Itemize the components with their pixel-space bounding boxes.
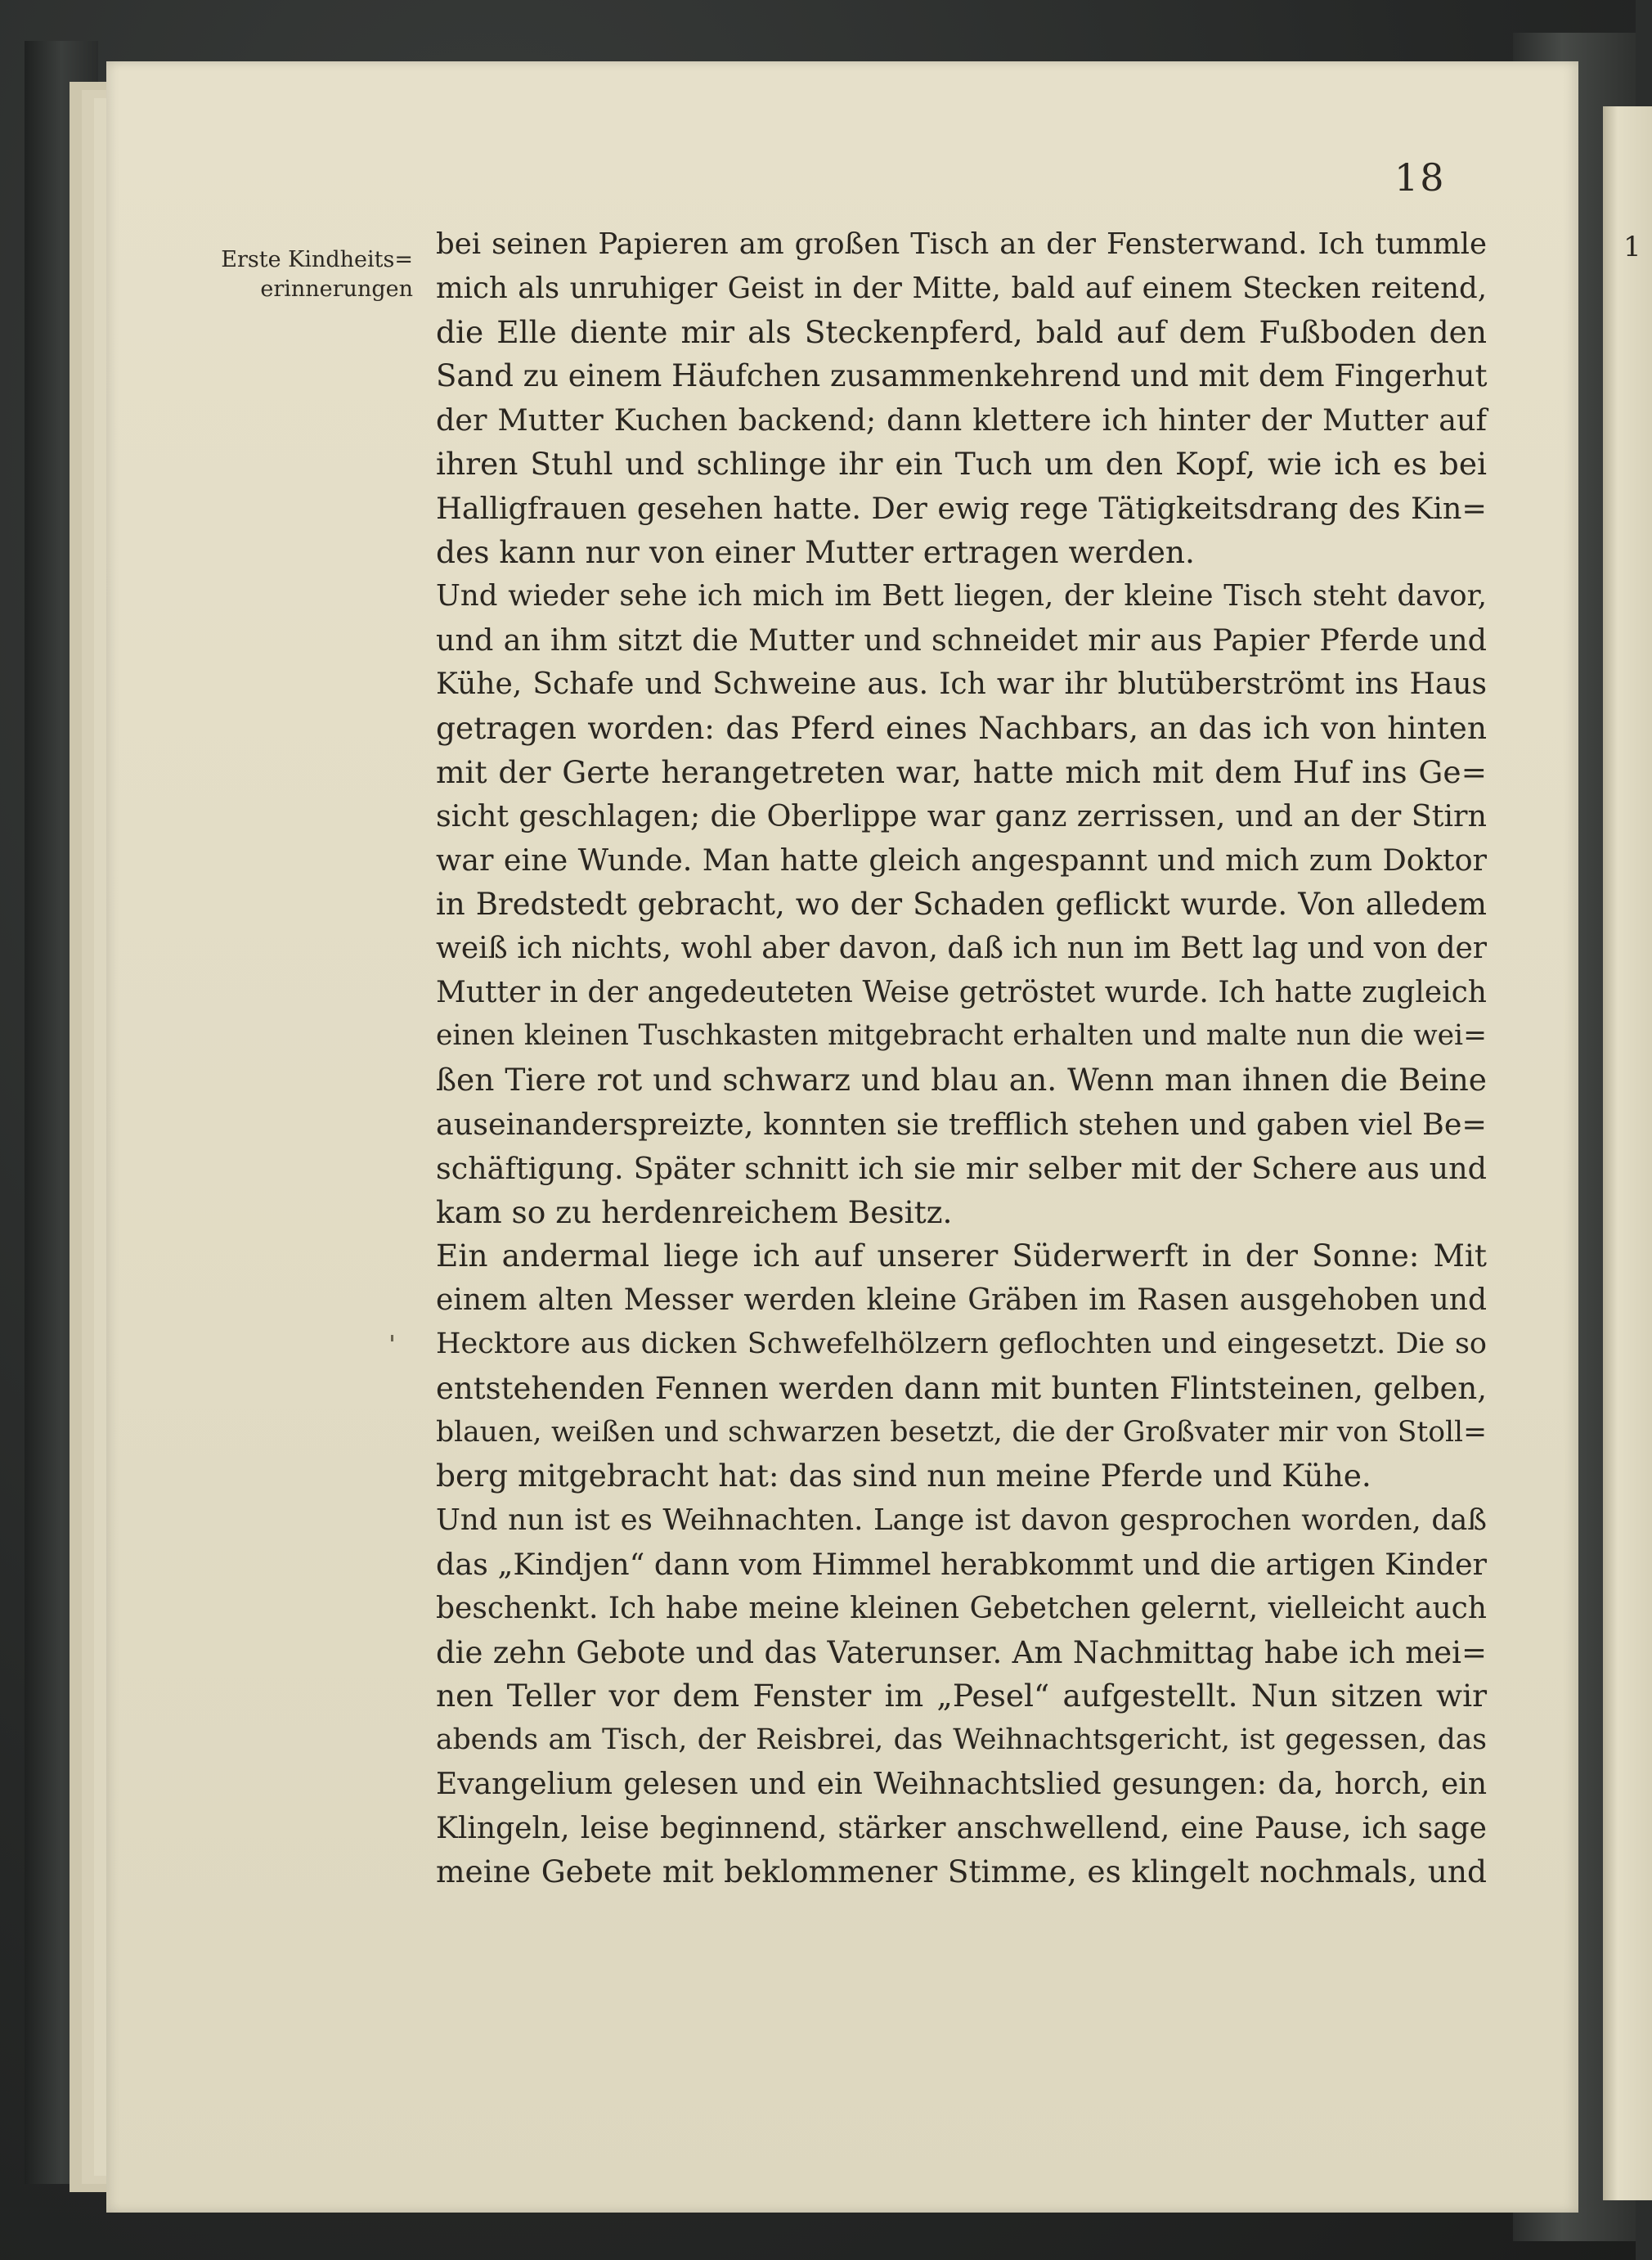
text-line: auseinanderspreizte, konnten sie trefflich stehen und gaben viel Be= (436, 1106, 1487, 1142)
text-line: mich als unruhiger Geist in der Mitte, bald auf einem Stecken reitend, (436, 271, 1487, 305)
text-line: ßen Tiere rot und schwarz und blau an. Wenn man ihnen die Beine (436, 1062, 1487, 1099)
text-line: Und nun ist es Weihnachten. Lange ist davon gesprochen worden, daß (436, 1503, 1487, 1538)
text-line: mit der Gerte herangetreten war, hatte mich mit dem Huf ins Ge= (436, 753, 1487, 790)
text-line: die Elle diente mir als Steckenpferd, bald auf dem Fußboden den (436, 313, 1487, 350)
text-line: kam so zu herdenreichem Besitz. (436, 1193, 953, 1230)
text-line: Evangelium gelesen und ein Weihnachtslied gesungen: da, horch, ein (436, 1767, 1487, 1801)
text-line: Kühe, Schafe und Schweine aus. Ich war ihr blutüberströmt ins Haus (436, 667, 1487, 701)
paper-speck (391, 1335, 393, 1341)
text-line: die zehn Gebote und das Vaterunser. Am Nachmittag habe ich mei= (436, 1634, 1487, 1670)
text-line: war eine Wunde. Man hatte gleich angespannt und mich zum Doktor (436, 842, 1487, 878)
text-line: einem alten Messer werden kleine Gräben im Rasen ausgehoben und (436, 1283, 1487, 1318)
page-number: 18 (1394, 155, 1446, 200)
text-line: weiß ich nichts, wohl aber davon, daß ich nun im Bett lag und von der (436, 931, 1487, 965)
text-line: Mutter in der angedeuteten Weise getröstet wurde. Ich hatte zugleich (436, 975, 1487, 1009)
text-line: der Mutter Kuchen backend; dann klettere ich hinter der Mutter auf (436, 402, 1487, 438)
text-line: berg mitgebracht hat: das sind nun meine Pferde und Kühe. (436, 1458, 1371, 1494)
text-line: abends am Tisch, der Reisbrei, das Weihnachtsgericht, ist gegessen, das (436, 1723, 1487, 1757)
text-line: einen kleinen Tuschkasten mitgebracht erhalten und malte nun die wei= (436, 1019, 1487, 1053)
text-line: meine Gebete mit beklommener Stimme, es klingelt nochmals, und (436, 1853, 1487, 1890)
text-line: nen Teller vor dem Fenster im „Pesel“ aufgestellt. Nun sitzen wir (436, 1678, 1487, 1714)
text-line: das „Kindjen“ dann vom Himmel herabkommt und die artigen Kinder (436, 1546, 1488, 1582)
text-line: blauen, weißen und schwarzen besetzt, die der Großvater mir von Stoll= (436, 1415, 1487, 1449)
text-line: sicht geschlagen; die Oberlippe war ganz zerrissen, und an der Stirn (436, 798, 1487, 834)
text-line: schäftigung. Später schnitt ich sie mir selber mit der Schere aus und (436, 1150, 1487, 1186)
marginal-note (176, 245, 413, 304)
facing-page-edge (1603, 106, 1652, 2200)
text-line: Ein andermal liege ich auf unserer Süderwerft in der Sonne: Mit (436, 1238, 1487, 1274)
facing-page-number: 1 (1623, 231, 1641, 263)
marginal-note-line: Erste Kindheits= (221, 247, 413, 272)
body-text (436, 222, 1487, 1894)
text-line: bei seinen Papieren am großen Tisch an der Fensterwand. Ich tummle (436, 227, 1487, 261)
text-line: Halligfrauen gesehen hatte. Der ewig rege Tätigkeitsdrang des Kin= (436, 490, 1487, 526)
text-line: entstehenden Fennen werden dann mit bunten Flintsteinen, gelben, (436, 1370, 1487, 1406)
text-line: des kann nur von einer Mutter ertragen werden. (436, 533, 1195, 570)
text-line: Klingeln, leise beginnend, stärker anschwellend, eine Pause, ich sage (436, 1811, 1487, 1845)
text-line: getragen worden: das Pferd eines Nachbars, an das ich von hinten (436, 709, 1487, 746)
text-line: beschenkt. Ich habe meine kleinen Gebetchen gelernt, vielleicht auch (436, 1591, 1487, 1625)
text-line: ihren Stuhl und schlinge ihr ein Tuch um den Kopf, wie ich es bei (436, 445, 1487, 482)
text-line: und an ihm sitzt die Mutter und schneidet mir aus Papier Pferde und (436, 622, 1487, 658)
text-line: Sand zu einem Häufchen zusammenkehrend und mit dem Fingerhut (436, 358, 1488, 394)
text-line: Hecktore aus dicken Schwefelhölzern geflochten und eingesetzt. Die so (436, 1327, 1487, 1360)
text-line: Und wieder sehe ich mich im Bett liegen, der kleine Tisch steht davor, (436, 579, 1487, 613)
marginal-note-line: erinnerungen (260, 276, 413, 302)
text-line: in Bredstedt gebracht, wo der Schaden geflickt wurde. Von alledem (436, 886, 1487, 922)
